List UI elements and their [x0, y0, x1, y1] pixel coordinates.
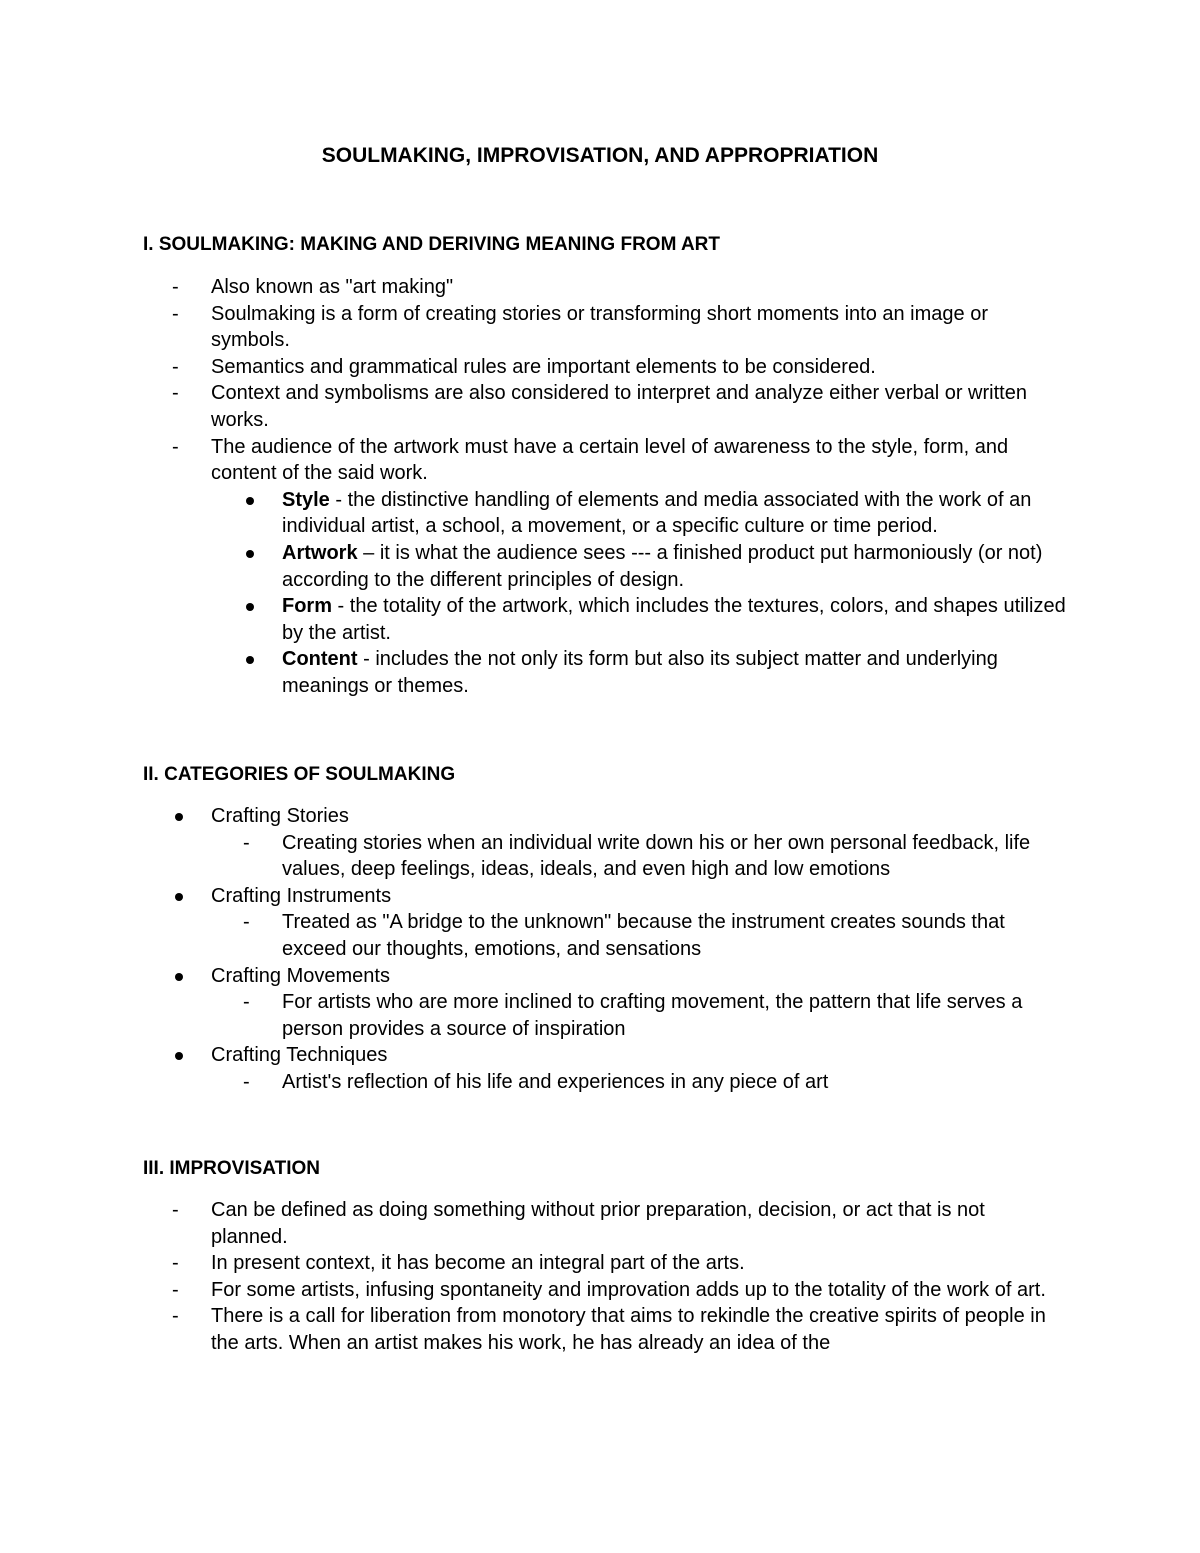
bullet-dot-icon — [175, 813, 183, 821]
section-3-heading: III. IMPROVISATION — [143, 1158, 320, 1179]
list-item-text: Also known as "art making" — [211, 276, 454, 298]
category-detail — [0, 1069, 1067, 1096]
term-name: Form — [282, 595, 332, 618]
dash-bullet: - — [243, 991, 250, 1014]
dash-bullet: - — [172, 435, 179, 458]
list-item-text: There is a call for liberation from monotory that aims to rekindle the creative spirits of people in the arts. When an artist makes his work, he has already an idea of the — [211, 1305, 1046, 1354]
category-detail-text: Artist's reflection of his life and experiences in any piece of art — [282, 1070, 829, 1093]
category-detail — [0, 989, 1067, 1042]
term-definition — [0, 593, 1067, 646]
category-name: Crafting Movements — [211, 964, 390, 987]
category-detail — [0, 909, 1067, 962]
list-item-text: In present context, it has become an integral part of the arts. — [211, 1252, 745, 1275]
dash-bullet: - — [172, 1199, 179, 1221]
dash-bullet: - — [172, 276, 179, 298]
bullet-dot-icon — [175, 893, 183, 901]
list-item-text: Soulmaking is a form of creating stories or transforming short moments into an image or symbols. — [211, 302, 988, 352]
term-definition — [0, 540, 1067, 593]
category-name: Crafting Stories — [211, 805, 349, 827]
term-text: – it is what the audience sees --- a finished product put harmoniously (or not) according to the different principles of design. — [282, 541, 1043, 591]
term-definition — [0, 487, 1067, 540]
section-1-list — [0, 274, 1200, 700]
bullet-dot-icon — [246, 656, 254, 664]
list-item — [0, 1277, 1061, 1304]
term-text: - includes the not only its form but also its subject matter and underlying meanings or themes. — [282, 648, 998, 697]
category-item — [0, 883, 1061, 910]
section-2-heading: II. CATEGORIES OF SOULMAKING — [143, 764, 456, 785]
term-name: Artwork — [282, 541, 358, 564]
section-2-list — [0, 803, 1200, 1096]
dash-bullet: - — [172, 302, 179, 325]
section-1-heading: I. SOULMAKING: MAKING AND DERIVING MEANING FROM ART — [143, 234, 721, 255]
list-item-text: Context and symbolisms are also considered to interpret and analyze either verbal or written works. — [211, 382, 1027, 431]
category-item — [0, 803, 1061, 830]
list-item-text: Semantics and grammatical rules are important elements to be considered. — [211, 355, 876, 378]
bullet-dot-icon — [175, 973, 183, 981]
term-name: Content — [282, 648, 358, 671]
category-detail-text: Creating stories when an individual write down his or her own personal feedback, life values, deep feelings, ideas, ideals, and even high and low emotions — [282, 831, 1031, 881]
list-item — [0, 354, 1061, 381]
bullet-dot-icon — [246, 497, 254, 505]
dash-bullet: - — [172, 382, 179, 405]
list-item — [0, 274, 1061, 301]
dash-bullet: - — [243, 911, 250, 934]
term-name: Style — [282, 488, 330, 511]
dash-bullet: - — [172, 1305, 179, 1328]
category-name: Crafting Techniques — [211, 1044, 388, 1067]
category-item — [0, 1042, 1061, 1069]
list-item-text: Can be defined as doing something without prior preparation, decision, or act that is not planned. — [211, 1199, 985, 1248]
list-item-text: For some artists, infusing spontaneity and improvation adds up to the totality of the work of art. — [211, 1278, 1046, 1301]
category-detail-text: For artists who are more inclined to crafting movement, the pattern that life serves a person provides a source of inspiration — [282, 991, 1023, 1040]
list-item — [0, 301, 1061, 354]
list-item — [0, 380, 1061, 433]
dash-bullet: - — [172, 1252, 179, 1275]
list-item — [0, 1197, 1061, 1250]
category-name: Crafting Instruments — [211, 884, 392, 907]
term-text: - the totality of the artwork, which includes the textures, colors, and shapes utilized by the artist. — [282, 595, 1066, 644]
list-item — [0, 434, 1061, 487]
term-definition — [0, 646, 1067, 699]
category-detail — [0, 830, 1067, 883]
dash-bullet: - — [243, 1070, 250, 1093]
dash-bullet: - — [172, 1278, 179, 1301]
list-item — [0, 1303, 1061, 1356]
dash-bullet: - — [172, 355, 179, 378]
category-item — [0, 963, 1061, 990]
category-detail-text: Treated as "A bridge to the unknown" because the instrument creates sounds that exceed our thoughts, emotions, and sensations — [282, 911, 1005, 960]
list-item — [0, 1250, 1061, 1277]
section-3-list — [0, 1197, 1200, 1357]
document-title: SOULMAKING, IMPROVISATION, AND APPROPRIATION — [321, 144, 879, 167]
term-text: - the distinctive handling of elements and media associated with the work of an individual artist, a school, a movement, or a specific culture or time period. — [282, 488, 1032, 538]
bullet-dot-icon — [246, 550, 254, 558]
list-item-text: The audience of the artwork must have a certain level of awareness to the style, form, and content of the said work. — [211, 435, 1009, 485]
bullet-dot-icon — [246, 603, 254, 611]
bullet-dot-icon — [175, 1052, 183, 1060]
dash-bullet: - — [243, 831, 250, 854]
